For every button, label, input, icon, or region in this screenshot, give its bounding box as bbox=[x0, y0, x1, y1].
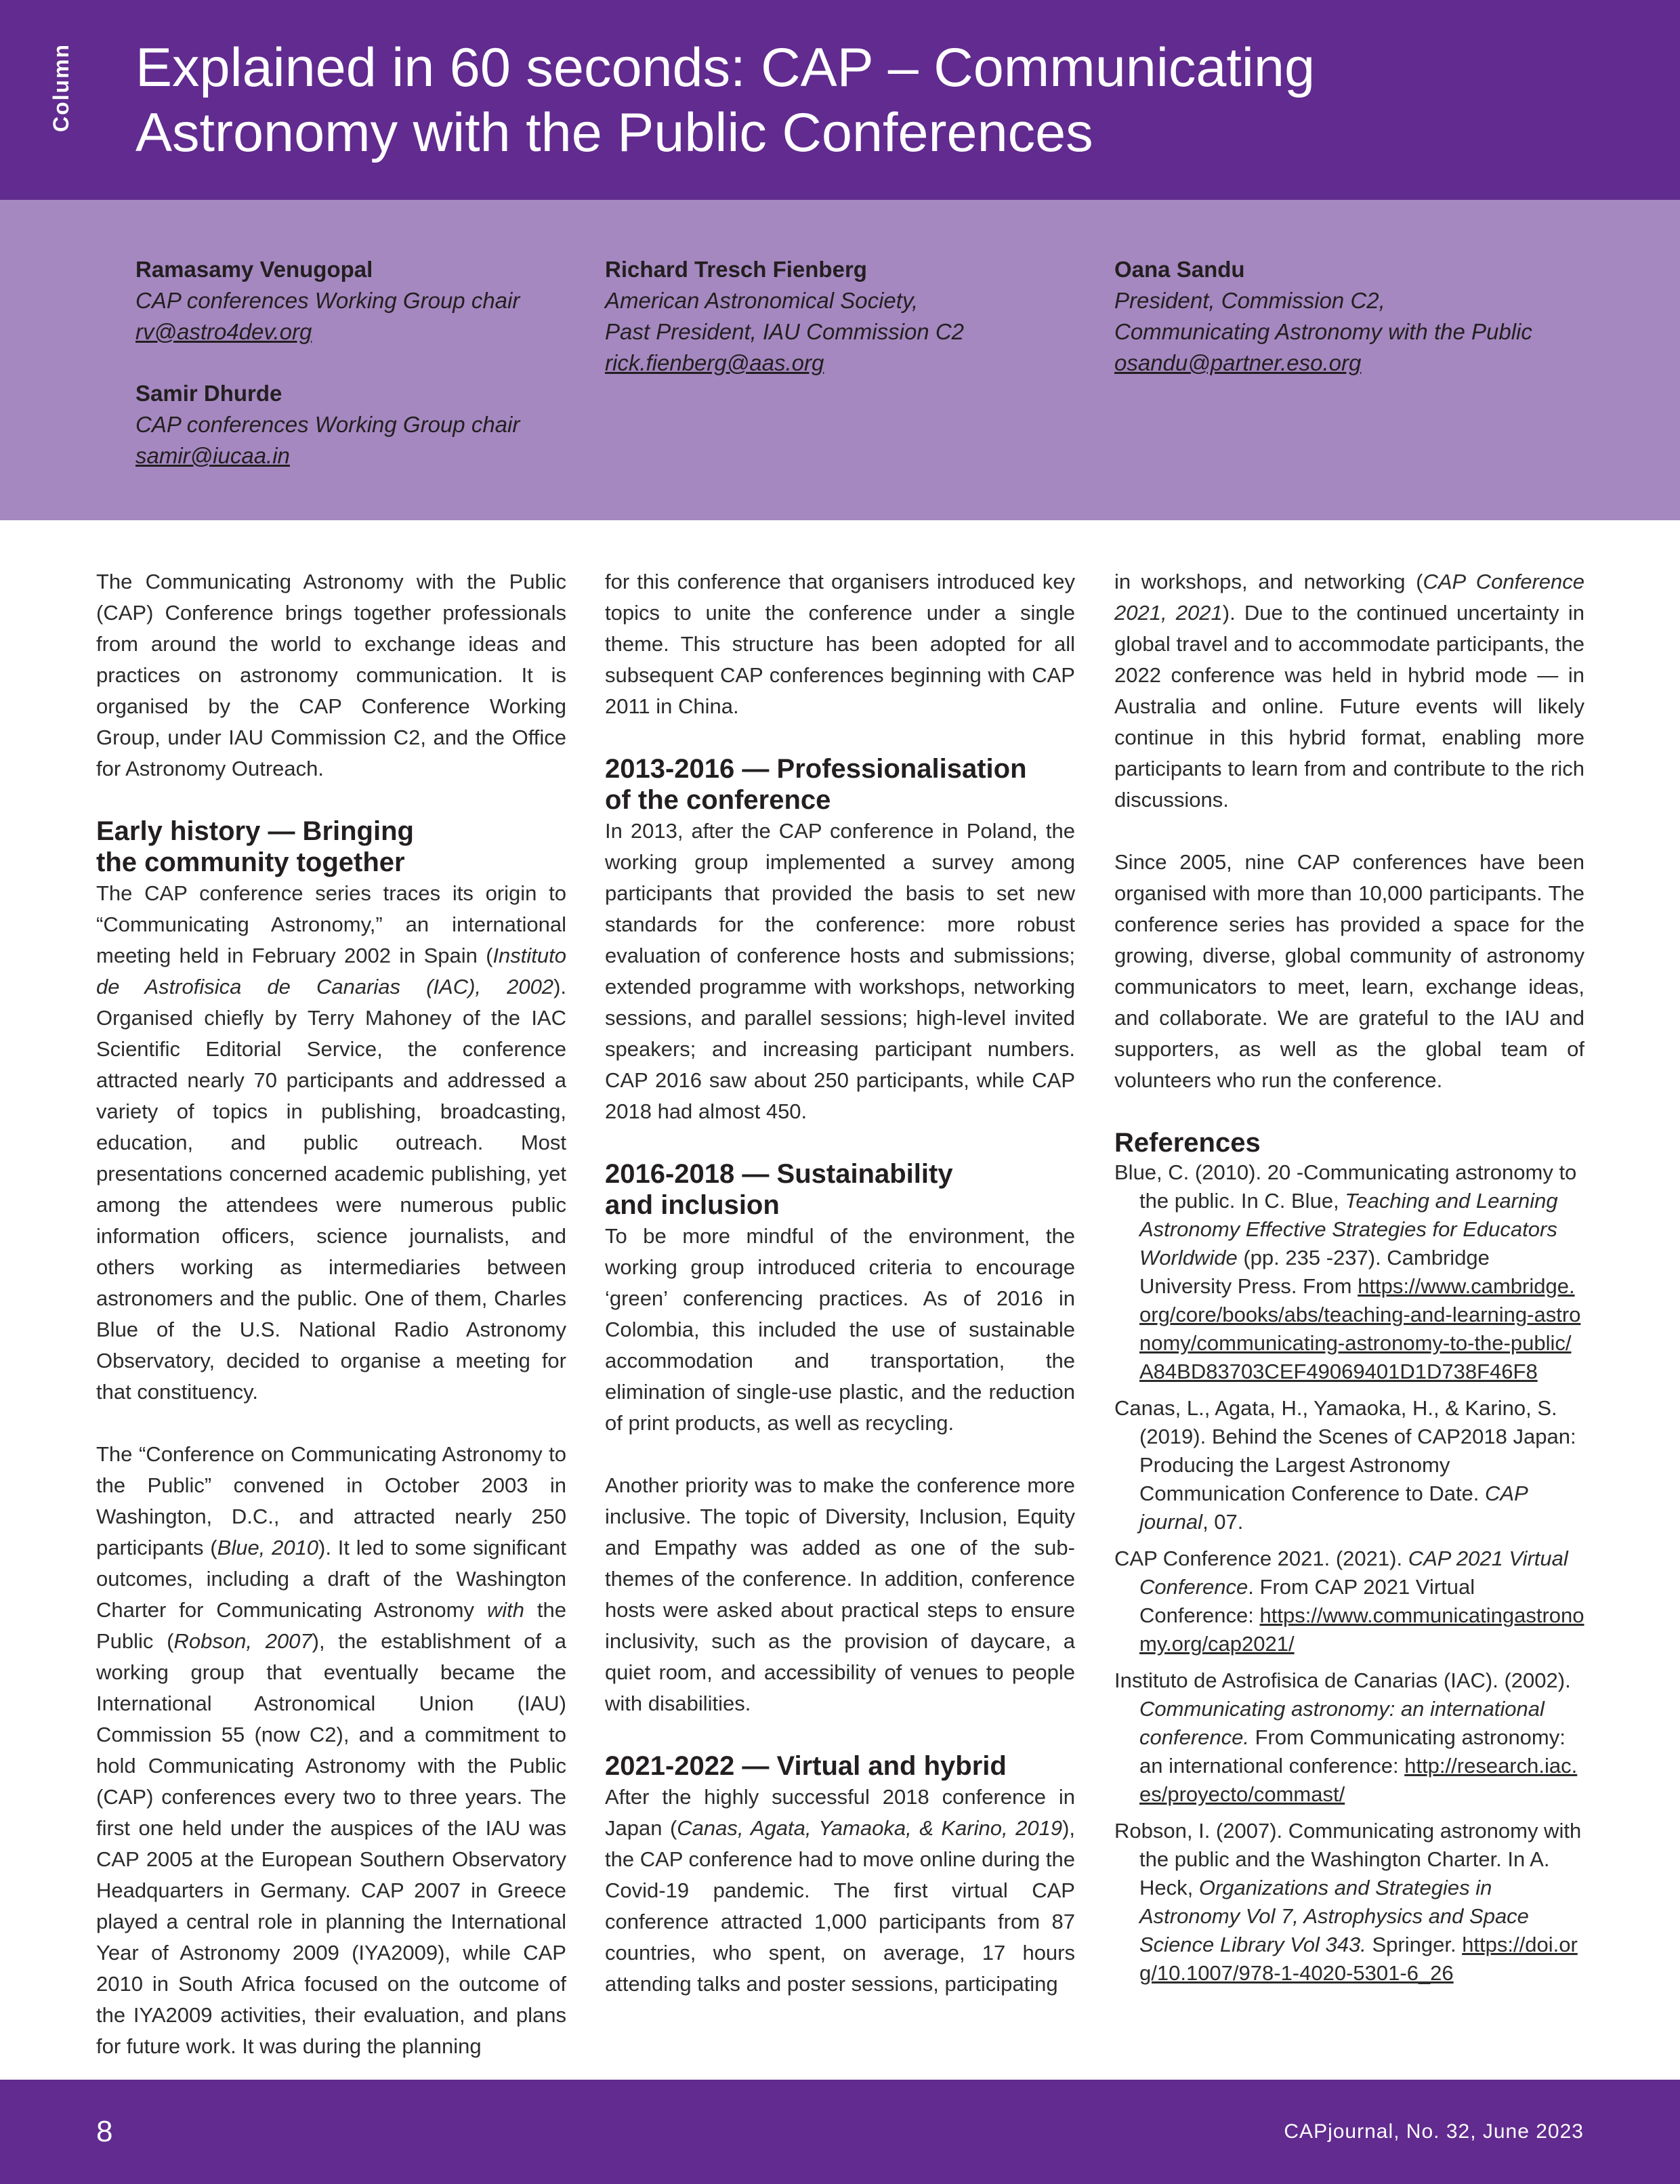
text-run: Blue, C. (2010). 20 -Communicating astronomy to the public. In C. Blue, bbox=[1114, 1160, 1577, 1213]
heading-references: References bbox=[1114, 1128, 1261, 1158]
reference-title: CAP journal bbox=[1139, 1482, 1528, 1534]
continuation-paragraph: for this conference that organisers introduced key topics to unite the conference under a single theme. This structure has been adopted for all subsequent CAP conferences beginning with CAP 2011 in China. bbox=[605, 570, 1075, 718]
heading-line: 2013-2016 — Professionalisation bbox=[605, 754, 1027, 784]
heading-line: and inclusion bbox=[605, 1190, 780, 1220]
footer-bar bbox=[0, 2080, 1680, 2184]
early-history-paragraph-2 bbox=[96, 1439, 566, 2062]
heading-line: the community together bbox=[96, 847, 405, 877]
italic-word: with bbox=[486, 1598, 525, 1622]
text-run: Instituto de Astrofisica de Canarias (IAC). (2002). bbox=[1114, 1668, 1571, 1692]
reference-link[interactable]: https://doi.org/10.1007/978-1-4020-5301-6_26 bbox=[1139, 1933, 1578, 1985]
column-tag: Column bbox=[49, 43, 73, 132]
sustainability-paragraph-1: To be more mindful of the environment, the working group introduced criteria to encourage ‘green’ conferencing practices. As of 2016 in Colombia, this included the use of sustainable accommodation and transportation, the elimination of single-use plastic, and the reduction of print products, as well as recycling. bbox=[605, 1224, 1075, 1435]
text-run: ). Organised chiefly by Terry Mahoney of the IAC Scientific Editorial Service, the conference attracted nearly 70 participants and addressed a variety of topics in publishing, broadcasting, education, and public outreach. Most presentations concerned academic publishing, yet among the attendees were numerous public information officers, science journalists, and others working as intermediaries between astronomers and the public. One of them, Charles Blue of the U.S. National Radio Astronomy Observatory, decided to organise a meeting for that constituency. bbox=[96, 975, 566, 1404]
continuation-paragraph bbox=[1114, 566, 1584, 816]
text-run: Canas, L., Agata, H., Yamaoka, H., & Karino, S. (2019). Behind the Scenes of CAP2018 Japan: Producing the Largest Astronomy Communication Conference to Date. bbox=[1114, 1396, 1576, 1505]
title-line-1: Explained in 60 seconds: CAP – Communicating bbox=[135, 37, 1315, 98]
citation: Blue, 2010 bbox=[217, 1536, 319, 1559]
text-run: ), the CAP conference had to move online during the Covid-19 pandemic. The first virtual CAP conference attracted 1,000 participants from 87 countries, who spent, on average, 17 hours attending talks and poster sessions, participating bbox=[605, 1816, 1075, 1996]
author-affiliation: CAP conferences Working Group chair bbox=[135, 412, 520, 437]
text-run: . From CAP 2021 Virtual Conference: bbox=[1139, 1575, 1475, 1627]
author-name: Ramasamy Venugopal bbox=[135, 257, 373, 282]
text-run: The “Conference on Communicating Astronomy to the Public” convened in October 2003 in Washington, D.C., and attracted nearly 250 participants ( bbox=[96, 1442, 566, 1559]
heading-line: Early history — Bringing bbox=[96, 816, 414, 846]
text-run: CAP Conference 2021. (2021). bbox=[1114, 1547, 1408, 1570]
author-block-venugopal bbox=[135, 254, 576, 348]
citation: Instituto de Astrofisica de Canarias (IAC), 2002 bbox=[96, 944, 566, 999]
intro-paragraph: The Communicating Astronomy with the Public (CAP) Conference brings together professionals from around the world to exchange ideas and practices on astronomy communication. It is organised by the CAP Conference Working Group, under IAU Commission C2, and the Office for Astronomy Outreach. bbox=[96, 570, 566, 780]
text-run: ), the establishment of a working group that eventually became the International Astronomical Union (IAU) Commission 55 (now C2), and a commitment to hold Communicating Astronomy with the Public (CAP) conferences every two to three years. The first one held under the auspices of the IAU was CAP 2005 at the European Southern Observatory Headquarters in Germany. CAP 2007 in Greece played a central role in planning the International Year of Astronomy 2009 (IYA2009), while CAP 2010 in South Africa focused on the outcome of the IYA2009 activities, their evaluation, and plans for future work. It was during the planning bbox=[96, 1629, 567, 2058]
heading-professionalisation bbox=[605, 753, 1075, 816]
page-number: 8 bbox=[96, 2115, 113, 2148]
reference-item-blue bbox=[1114, 1158, 1584, 1386]
heading-virtual-hybrid: 2021-2022 — Virtual and hybrid bbox=[605, 1751, 1007, 1781]
summary-paragraph: Since 2005, nine CAP conferences have been organised with more than 10,000 participants. The conference series has provided a space for the growing, diverse, global community of astronomy communicators to meet, learn, exchange ideas, and collaborate. We are grateful to the IAU and supporters, as well as the global team of volunteers who run the conference. bbox=[1114, 850, 1584, 1092]
heading-early-history bbox=[96, 816, 566, 878]
references-list bbox=[1114, 1158, 1584, 1988]
author-affiliation: President, Commission C2, bbox=[1114, 288, 1385, 313]
early-history-paragraph-1 bbox=[96, 878, 566, 1408]
page-title bbox=[135, 35, 1626, 165]
citation: Robson, 2007 bbox=[173, 1629, 312, 1653]
heading-line: of the conference bbox=[605, 785, 831, 815]
text-run: the Public ( bbox=[96, 1598, 566, 1653]
author-affiliation: CAP conferences Working Group chair bbox=[135, 288, 520, 313]
reference-title: Organizations and Strategies in Astronomy Vol 7, Astrophysics and Space Science Library Vol 343. bbox=[1139, 1876, 1529, 1956]
header-banner bbox=[0, 0, 1680, 200]
professionalisation-paragraph: In 2013, after the CAP conference in Poland, the working group implemented a survey among participants that provided the basis to set new standards for the conference: more robust evaluation of conference hosts and submissions; extended programme with workshops, networking sessions, and parallel sessions; high-level invited speakers; and increasing participant numbers. CAP 2016 saw about 250 participants, while CAP 2018 had almost 450. bbox=[605, 819, 1075, 1123]
author-name: Samir Dhurde bbox=[135, 381, 282, 406]
text-run: The CAP conference series traces its origin to “Communicating Astronomy,” an international meeting held in February 2002 in Spain ( bbox=[96, 881, 566, 967]
text-run: Robson, I. (2007). Communicating astronomy with the public and the Washington Charter. In A. Heck, bbox=[1114, 1819, 1582, 1899]
text-column-3 bbox=[1114, 566, 1584, 1996]
text-column-1 bbox=[96, 566, 566, 2062]
reference-item-cap2021 bbox=[1114, 1545, 1584, 1658]
journal-info: CAPjournal, No. 32, June 2023 bbox=[1284, 2120, 1584, 2143]
text-run: After the highly successful 2018 conference in Japan ( bbox=[605, 1785, 1075, 1840]
sustainability-paragraph-2: Another priority was to make the conference more inclusive. The topic of Diversity, Inclusion, Equity and Empathy was added as one of the sub-themes of the conference. In addition, conference hosts were asked about practical steps to ensure inclusivity, such as the provision of daycare, a quiet room, and accessibility of venues to people with disabilities. bbox=[605, 1473, 1075, 1715]
author-affiliation: American Astronomical Society, bbox=[605, 288, 919, 313]
reference-title: Teaching and Learning Astronomy Effective Strategies for Educators Worldwide bbox=[1139, 1189, 1558, 1269]
text-run: Springer. bbox=[1366, 1933, 1463, 1956]
text-run: , 07. bbox=[1202, 1510, 1244, 1534]
citation: Canas, Agata, Yamaoka, & Karino, 2019 bbox=[677, 1816, 1063, 1840]
author-affiliation: Past President, IAU Commission C2 bbox=[605, 319, 965, 344]
text-run: in workshops, and networking ( bbox=[1114, 570, 1423, 593]
text-run: ). It led to some significant outcomes, including a draft of the Washington Charter for Communicating Astronomy bbox=[96, 1536, 566, 1622]
reference-item-robson bbox=[1114, 1817, 1584, 1988]
text-run: (pp. 235 -237). Cambridge University Press. From bbox=[1139, 1246, 1490, 1298]
author-block-sandu bbox=[1114, 254, 1629, 379]
reference-link[interactable]: http://research.iac.es/proyecto/commast/ bbox=[1139, 1754, 1578, 1806]
reference-title: Communicating astronomy: an international conference. bbox=[1139, 1697, 1545, 1749]
text-run: ). Due to the continued uncertainty in global travel and to accommodate participants, the 2022 conference was held in hybrid mode — in Australia and online. Future events will likely continue in this hybrid format, enabling more participants to learn from and contribute to the rich discussions. bbox=[1114, 601, 1584, 812]
author-email-link[interactable]: rick.fienberg@aas.org bbox=[605, 350, 824, 375]
author-email-link[interactable]: rv@astro4dev.org bbox=[135, 319, 312, 344]
reference-item-canas bbox=[1114, 1394, 1584, 1536]
author-email-link[interactable]: samir@iucaa.in bbox=[135, 443, 290, 468]
text-column-2 bbox=[605, 566, 1075, 2000]
author-name: Richard Tresch Fienberg bbox=[605, 257, 867, 282]
heading-line: 2016-2018 — Sustainability bbox=[605, 1159, 953, 1189]
author-name: Oana Sandu bbox=[1114, 257, 1245, 282]
reference-title: CAP 2021 Virtual Conference bbox=[1139, 1547, 1568, 1599]
text-run: From Communicating astronomy: an international conference: bbox=[1139, 1725, 1566, 1778]
author-block-fienberg bbox=[605, 254, 1079, 379]
reference-item-iac bbox=[1114, 1666, 1584, 1809]
title-line-2: Astronomy with the Public Conferences bbox=[135, 102, 1093, 163]
reference-link[interactable]: https://www.cambridge.org/core/books/abs/teaching-and-learning-astronomy/communicating-astronomy-to-the-public/A84BD83703CEF49069401D1D738F46F8 bbox=[1139, 1274, 1581, 1383]
virtual-paragraph bbox=[605, 1782, 1075, 2000]
heading-sustainability bbox=[605, 1158, 1075, 1221]
reference-link[interactable]: https://www.communicatingastronomy.org/cap2021/ bbox=[1139, 1603, 1584, 1656]
citation: CAP Conference 2021, 2021 bbox=[1114, 570, 1584, 625]
author-affiliation: Communicating Astronomy with the Public bbox=[1114, 319, 1532, 344]
author-block-dhurde bbox=[135, 378, 576, 471]
author-email-link[interactable]: osandu@partner.eso.org bbox=[1114, 350, 1362, 375]
